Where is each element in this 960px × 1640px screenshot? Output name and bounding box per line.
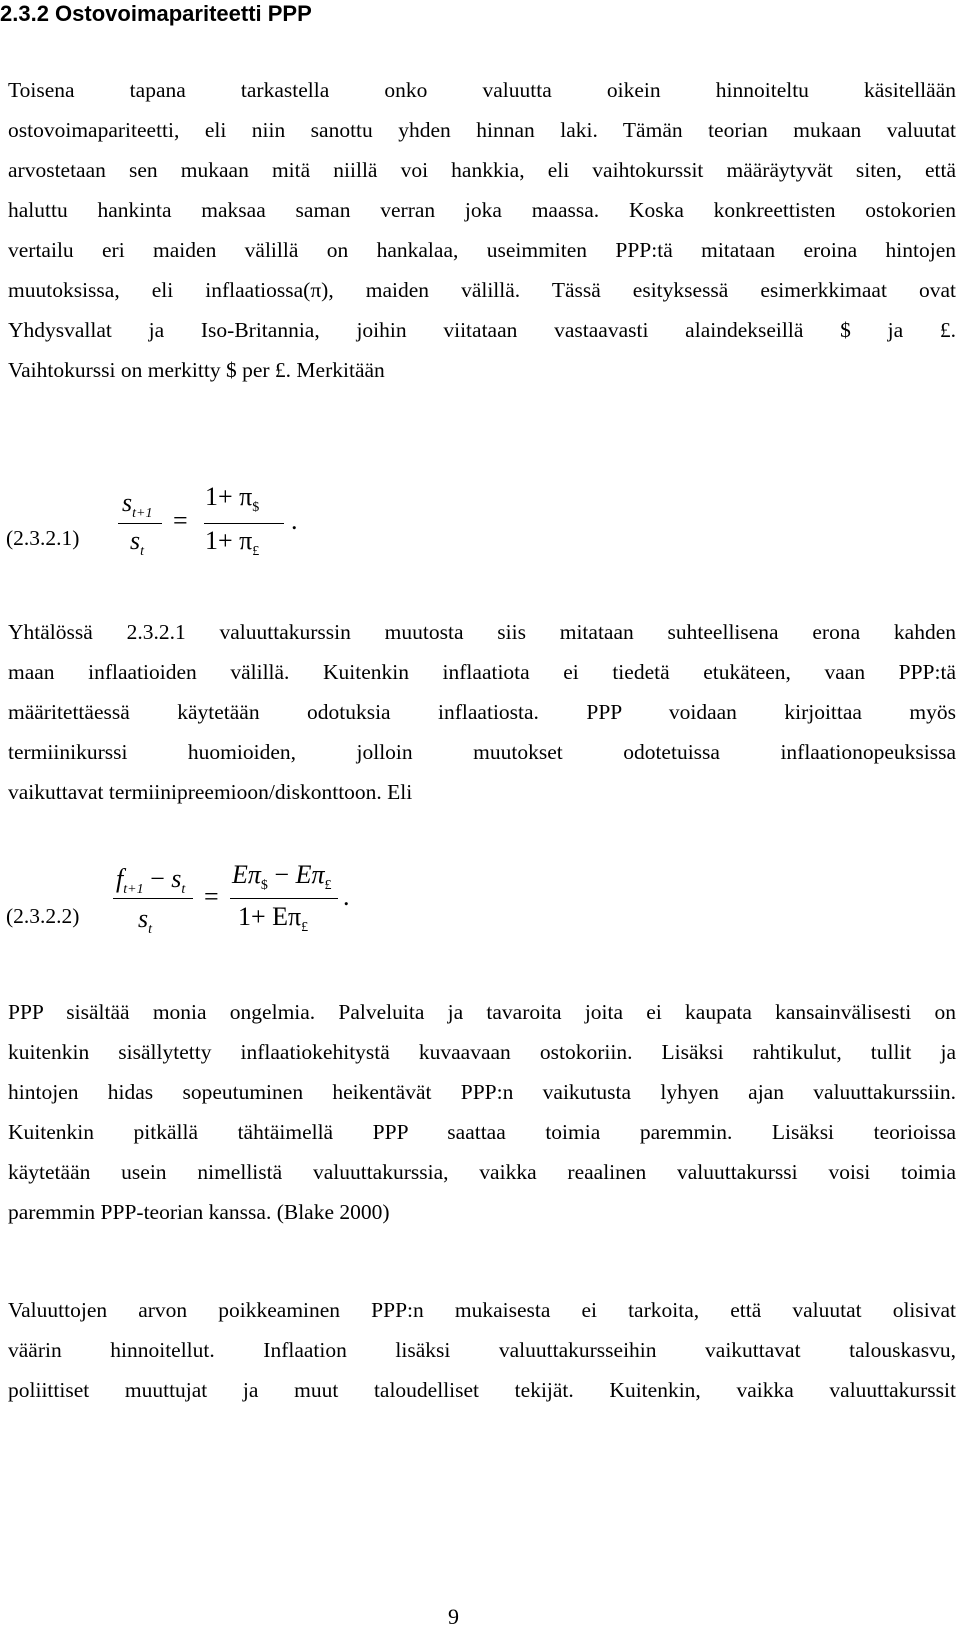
text-line: termiinikurssi huomioiden, jolloin muutokset odotetuissa inflaationopeuksissa — [8, 740, 956, 764]
section-heading: 2.3.2 Ostovoimapariteetti PPP — [0, 1, 312, 26]
text-line: väärin hinnoitellut. Inflaation lisäksi valuuttakursseihin vaikuttavat talouskasvu, — [8, 1338, 956, 1362]
paragraph-deviation — [8, 1290, 956, 1410]
text-line: Valuuttojen arvon poikkeaminen PPP:n mukaisesta ei tarkoita, että valuutat olisivat — [8, 1298, 956, 1322]
eq2-right-denominator: $1+ E\pi_£$ — [238, 902, 309, 935]
eq2-right-fraction-bar — [230, 898, 338, 899]
text-line: haluttu hankinta maksaa saman verran joka maassa. Koska konkreettisten ostokorien — [8, 198, 956, 222]
eq1-right-fraction-bar — [204, 523, 284, 524]
eq2-right-numerator: $E\pi_{\$} - E\pi_£$ — [232, 860, 332, 893]
text-line: vaikuttavat termiinipreemioon/diskonttoon. Eli — [8, 780, 413, 804]
eq2-period: . — [343, 882, 350, 911]
text-line: Kuitenkin pitkällä tähtäimellä PPP saattaa toimia paremmin. Lisäksi teorioissa — [8, 1120, 956, 1144]
eq2-left-denominator: $s_t$ — [138, 904, 153, 937]
text-line: muutoksissa, eli inflaatiossa(π), maiden välillä. Tässä esityksessä esimerkkimaat ovat — [8, 278, 956, 302]
text-line: maan inflaatioiden välillä. Kuitenkin inflaatiota ei tiedetä etukäteen, vaan PPP:tä — [8, 660, 956, 684]
eq1-left-fraction-bar — [118, 523, 162, 524]
eq1-period: . — [291, 506, 298, 535]
text-line: kuitenkin sisällytetty inflaatiokehitystä kuvaavaan ostokoriin. Lisäksi rahtikulut, tullit ja — [8, 1040, 956, 1064]
text-line: vertailu eri maiden välillä on hankalaa, useimmiten PPP:tä mitataan eroina hintojen — [8, 238, 956, 262]
eq2-left-fraction-bar — [113, 898, 193, 899]
equation-label: (2.3.2.2) — [6, 904, 80, 928]
paragraph-intro — [8, 70, 956, 390]
text-line: Vaihtokurssi on merkitty $ per £. Merkitään — [8, 358, 385, 382]
text-line: Toisena tapana tarkastella onko valuutta oikein hinnoiteltu käsitellään — [8, 78, 956, 102]
eq1-left-numerator: $s_{t+1}$ — [122, 488, 153, 521]
eq2-equals: = — [204, 882, 219, 911]
equation-label: (2.3.2.1) — [6, 526, 80, 550]
text-line: määritettäessä käytetään odotuksia inflaatiosta. PPP voidaan kirjoittaa myös — [8, 700, 956, 724]
paragraph-explanation — [8, 612, 956, 812]
text-line: ostovoimapariteetti, eli niin sanottu yhden hinnan laki. Tämän teorian mukaan valuutat — [8, 118, 956, 142]
text-line: Yhdysvallat ja Iso-Britannia, joihin viitataan vastaavasti alaindekseillä $ ja £. — [8, 318, 956, 342]
eq1-right-denominator: $1+ \pi_£$ — [205, 526, 260, 559]
text-line: poliittiset muuttujat ja muut taloudelliset tekijät. Kuitenkin, vaikka valuuttakurssit — [8, 1378, 956, 1402]
eq1-right-numerator: $1+ \pi_{\$}$ — [205, 482, 260, 515]
eq1-left-denominator: $s_t$ — [130, 526, 145, 559]
text-line: arvostetaan sen mukaan mitä niillä voi hankkia, eli vaihtokurssit määräytyvät siten, että — [8, 158, 956, 182]
paragraph-problems — [8, 992, 956, 1232]
text-line: paremmin PPP-teorian kanssa. (Blake 2000) — [8, 1200, 390, 1224]
text-line: Yhtälössä 2.3.2.1 valuuttakurssin muutosta siis mitataan suhteellisena erona kahden — [8, 620, 956, 644]
eq1-equals: = — [173, 506, 188, 535]
page-number: 9 — [448, 1604, 459, 1629]
text-line: käytetään usein nimellistä valuuttakurssia, vaikka reaalinen valuuttakurssi voisi toimia — [8, 1160, 956, 1184]
text-line: hintojen hidas sopeutuminen heikentävät PPP:n vaikutusta lyhyen ajan valuuttakurssiin. — [8, 1080, 956, 1104]
text-line: PPP sisältää monia ongelmia. Palveluita ja tavaroita joita ei kaupata kansainvälisesti on — [8, 1000, 956, 1024]
eq2-left-numerator: $f_{t+1} - s_t$ — [116, 864, 186, 897]
